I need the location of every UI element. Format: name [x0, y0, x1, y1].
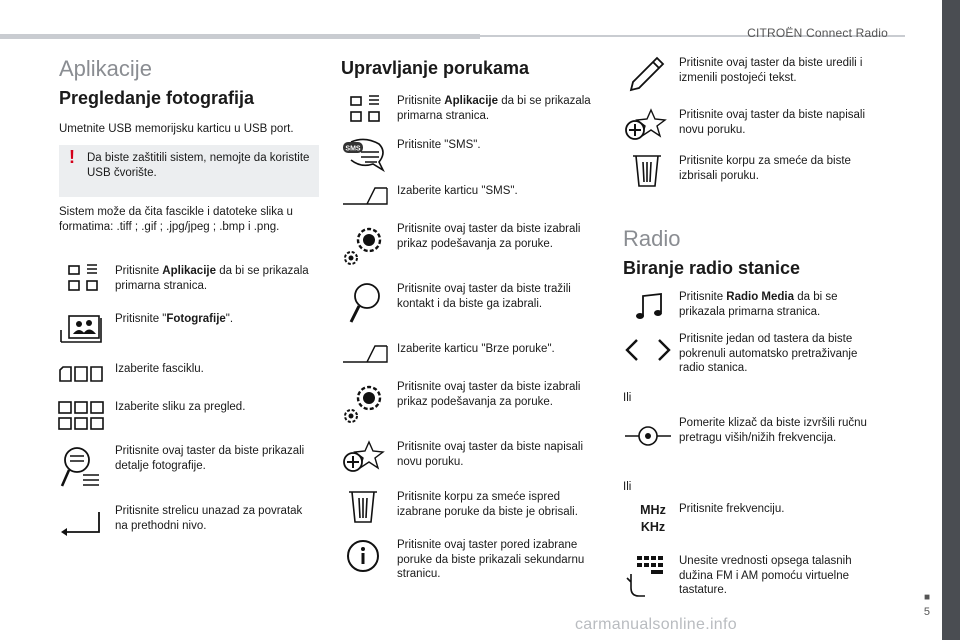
sms-badge: SMS [345, 145, 361, 153]
formats-text: Sistem može da čita fascikle i datoteke slika u formatima: .tiff ; .gif ; .jpg/jpeg ; .bmp i .png. [59, 206, 293, 233]
tab-icon [343, 186, 389, 226]
image-grid-icon [59, 402, 105, 442]
warning-box [59, 145, 319, 197]
subtitle-messages: Upravljanje porukama [341, 58, 530, 78]
item-text: Pomerite klizač da biste izvršili ručnu pretragu viših/nižih frekvencija. [679, 417, 867, 444]
mhz-label: MHz [640, 503, 666, 517]
item-text: Pritisnite strelicu unazad za povratak na prethodni nivo. [115, 505, 303, 532]
item-text: Pritisnite korpu za smeće da biste izbrisali poruku. [679, 155, 851, 182]
item-text: Pritisnite ovaj taster pored izabrane poruke da biste prikazali sekundarnu stranicu. [397, 539, 585, 580]
item-text: Pritisnite "SMS". [397, 139, 481, 151]
section-title-radio: Radio [623, 226, 681, 251]
item-text: Pritisnite ovaj taster da biste tražili kontakt i da biste ga izabrali. [397, 283, 571, 310]
header-rule [0, 34, 480, 39]
warning-icon: ! [69, 147, 75, 167]
item-text: Pritisnite frekvenciju. [679, 503, 785, 515]
brand-label: CITROËN Connect Radio [747, 26, 888, 40]
settings-gears-icon [343, 380, 389, 420]
usb-intro: Umetnite USB memorijsku karticu u USB port. [59, 123, 294, 135]
sidebar-strip [942, 0, 960, 640]
item-text: Pritisnite Aplikacije da bi se prikazala primarna stranica. [115, 265, 309, 292]
page-number: 5 [923, 606, 930, 618]
warning-text: Da biste zaštitili sistem, nemojte da koristite USB čvorište. [87, 152, 310, 179]
section-title-applications: Aplikacije [59, 56, 152, 81]
item-text: Pritisnite korpu za smeće ispred izabrane poruke da biste je obrisali. [397, 491, 578, 518]
frequency-units-icon [633, 502, 673, 542]
details-search-icon [61, 446, 107, 486]
tab-icon [343, 344, 389, 384]
item-text: Izaberite sliku za pregled. [115, 401, 246, 413]
item-text: Pritisnite ovaj taster da biste uredili i izmenili postojeći tekst. [679, 57, 863, 84]
subtitle-radio: Biranje radio stanice [623, 258, 801, 278]
trash-icon [627, 154, 673, 194]
item-text: Pritisnite jedan od tastera da biste pokrenuli automatsko pretraživanje radio stanica. [679, 333, 858, 374]
photos-icon [61, 312, 107, 352]
slider-icon [625, 422, 671, 462]
item-text: Pritisnite Aplikacije da bi se prikazala primarna stranica. [397, 95, 591, 122]
or-label: Ili [623, 392, 632, 404]
virtual-keyboard-icon [625, 554, 671, 594]
item-text: Pritisnite "Fotografije". [115, 313, 234, 325]
watermark: carmanualsonline.info [575, 616, 737, 633]
seek-arrows-icon [625, 338, 671, 378]
item-text: Izaberite karticu "Brze poruke". [397, 343, 555, 355]
music-note-icon [635, 292, 681, 332]
subtitle-photos: Pregledanje fotografija [59, 88, 255, 108]
trash-icon [343, 490, 389, 530]
search-icon [343, 282, 389, 322]
apps-grid-icon [69, 265, 115, 305]
settings-gears-icon [343, 222, 389, 262]
sms-icon [343, 138, 389, 178]
edit-pencil-icon [627, 56, 673, 96]
item-text: Pritisnite Radio Media da bi se prikazala primarna stranica. [679, 291, 838, 318]
or-label: Ili [623, 481, 632, 493]
item-text: Pritisnite ovaj taster da biste izabrali prikaz podešavanja za poruke. [397, 223, 581, 250]
item-text: Pritisnite ovaj taster da biste napisali novu poruku. [679, 109, 866, 136]
item-text: Pritisnite ovaj taster da biste prikazali detalje fotografije. [115, 445, 305, 472]
info-icon [343, 538, 389, 578]
apps-grid-icon [351, 96, 397, 136]
folder-tiles-icon [59, 366, 105, 406]
item-text: Pritisnite ovaj taster da biste izabrali prikaz podešavanja za poruke. [397, 381, 581, 408]
new-message-icon [343, 440, 389, 480]
new-message-icon [625, 108, 671, 148]
back-arrow-icon [61, 510, 107, 550]
item-text: Pritisnite ovaj taster da biste napisali novu poruku. [397, 441, 584, 468]
khz-label: KHz [640, 520, 666, 534]
page-marker: ■ [923, 592, 930, 603]
item-text: Izaberite fasciklu. [115, 363, 204, 375]
item-text: Unesite vrednosti opsega talasnih dužina FM i AM pomoću virtuelne tastature. [679, 555, 852, 596]
item-text: Izaberite karticu "SMS". [397, 185, 518, 197]
